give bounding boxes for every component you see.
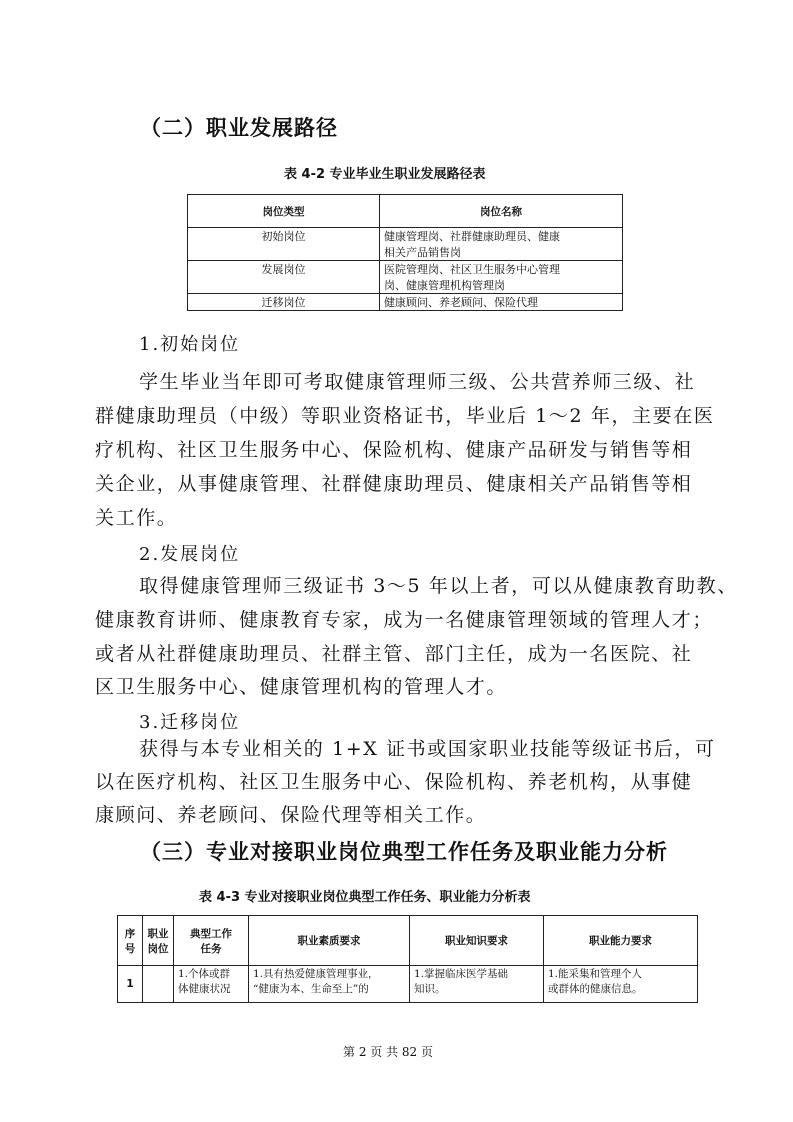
post-cell (143, 966, 174, 1003)
section-heading: （三）专业对接职业岗位典型工作任务及职业能力分析 (140, 840, 668, 864)
cell-line: 岗、健康管理机构管理岗 (384, 279, 505, 292)
job-analysis-table (117, 915, 698, 1003)
table-caption: 表 4-3 专业对接职业岗位典型工作任务、职业能力分析表 (199, 890, 531, 905)
cell-line: “健康为本、生命至上”的 (253, 983, 369, 995)
paragraph-line: 康顾问、养老顾问、保险代理等相关工作。 (95, 804, 487, 826)
paragraph-line: 疗机构、社区卫生服务中心、保险机构、健康产品研发与销售等相 (95, 439, 693, 461)
paragraph-line: 关企业，从事健康管理、社群健康助理员、健康相关产品销售等相 (95, 473, 693, 495)
header-line: 岗位 (147, 942, 169, 955)
table-row (188, 294, 623, 311)
header-line: 典型工作 (190, 927, 232, 940)
cell-line: 或群体的健康信息。 (548, 983, 643, 995)
cell-line: 健康顾问、养老顾问、保险代理 (384, 296, 538, 309)
cell-line: 1.掌握临床医学基础 (414, 968, 509, 980)
table-header-row (188, 195, 623, 228)
column-header (118, 916, 143, 966)
table-row (188, 228, 623, 261)
column-header: 职业知识要求 (410, 916, 544, 966)
subsection-title: 1.初始岗位 (139, 334, 241, 355)
column-header (174, 916, 249, 966)
paragraph-line: 或者从社群健康助理员、社群主管、部门主任，成为一名医院、社 (95, 643, 693, 665)
paragraph-line: 区卫生服务中心、健康管理机构的管理人才。 (95, 676, 508, 698)
post-names-cell (380, 261, 623, 294)
paragraph-line: 群健康助理员（中级）等职业资格证书，毕业后 1～2 年，主要在医 (95, 405, 715, 427)
cell-line: 医院管理岗、社区卫生服务中心管理 (384, 263, 560, 276)
column-header (143, 916, 174, 966)
cell-line: 体健康状况 (178, 983, 231, 995)
page-footer: 第 2 页 共 82 页 (343, 1045, 433, 1059)
column-header: 岗位名称 (380, 195, 623, 228)
header-line: 任务 (200, 942, 222, 955)
paragraph-line: 学生毕业当年即可考取健康管理师三级、公共营养师三级、社 (139, 371, 696, 393)
column-header: 职业能力要求 (544, 916, 698, 966)
cell-line: 健康管理岗、社群健康助理员、健康 (384, 230, 560, 243)
knowledge-cell (410, 966, 544, 1003)
paragraph-line: 获得与本专业相关的 1+X 证书或国家职业技能等级证书后，可 (139, 738, 716, 760)
paragraph-line: 关工作。 (95, 507, 178, 529)
header-line: 号 (124, 942, 136, 955)
table-row (118, 966, 698, 1003)
paragraph-line: 取得健康管理师三级证书 3～5 年以上者，可以从健康教育助教、 (139, 575, 738, 597)
cell-line: 1.个体或群 (178, 968, 231, 980)
column-header: 岗位类型 (188, 195, 380, 228)
post-type-cell: 发展岗位 (188, 261, 380, 294)
seq-cell: 1 (118, 966, 143, 1003)
column-header: 职业素质要求 (249, 916, 410, 966)
post-names-cell (380, 294, 623, 311)
cell-line: 相关产品销售岗 (384, 246, 461, 259)
quality-cell (249, 966, 410, 1003)
table-caption: 表 4-2 专业毕业生职业发展路径表 (284, 167, 486, 182)
cell-line: 知识。 (414, 983, 446, 995)
subsection-title: 3.迁移岗位 (139, 712, 241, 733)
table-row (188, 261, 623, 294)
task-cell (174, 966, 249, 1003)
post-type-cell: 迁移岗位 (188, 294, 380, 311)
ability-cell (544, 966, 698, 1003)
cell-line: 1.能采集和管理个人 (548, 968, 643, 980)
table-header-row (118, 916, 698, 966)
cell-line: 1.具有热爱健康管理事业， (253, 968, 379, 980)
header-line: 职业 (147, 927, 169, 940)
career-path-table (187, 194, 623, 311)
subsection-title: 2.发展岗位 (139, 544, 241, 565)
post-names-cell (380, 228, 623, 261)
post-type-cell: 初始岗位 (188, 228, 380, 261)
header-line: 序 (124, 927, 136, 940)
paragraph-line: 健康教育讲师、健康教育专家，成为一名健康管理领域的管理人才； (95, 609, 714, 631)
paragraph-line: 以在医疗机构、社区卫生服务中心、保险机构、养老机构，从事健 (95, 771, 693, 793)
section-heading: （二）职业发展路径 (140, 116, 338, 140)
